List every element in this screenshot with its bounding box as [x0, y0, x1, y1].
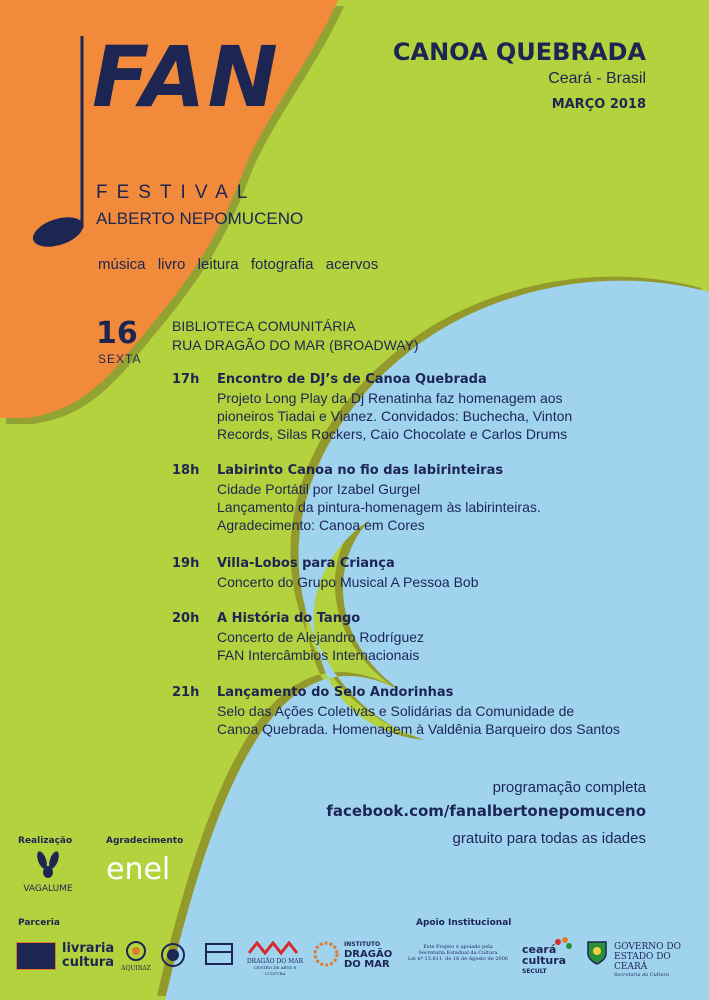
event-description-line: pioneiros Tiadai e Vianez. Convidados: Buchecha, Vinton: [217, 408, 573, 424]
event-time: 17h: [172, 372, 200, 387]
day-weekday: SEXTA: [98, 352, 142, 366]
frame-logo: [204, 942, 236, 972]
event-description-line: Agradecimento: Canoa em Cores: [217, 517, 425, 533]
venue: [172, 317, 419, 355]
secult-text: SECULT: [522, 968, 547, 975]
region: Ceará - Brasil: [548, 70, 646, 87]
venue-line-1: BIBLIOTECA COMUNITÁRIA: [172, 318, 356, 334]
event-description-line: Cidade Portátil por Izabel Gurgel: [217, 481, 421, 497]
parceria-label: Parceria: [18, 918, 60, 928]
seal-icon: [160, 942, 186, 968]
city-title: CANOA QUEBRADA: [392, 38, 646, 66]
event-title: Lançamento do Selo Andorinhas: [217, 685, 454, 700]
dragao-mar-subtext: CENTRO DE ARTE E CULTURA: [253, 965, 297, 976]
livraria-cultura-logo: [62, 942, 114, 970]
festival-label: FESTIVAL: [96, 182, 257, 203]
vagalume-text: VAGALUME: [23, 884, 73, 894]
event-time: 18h: [172, 463, 200, 478]
sun-icon: [312, 940, 340, 968]
event-title: Labirinto Canoa no fio das labirinteiras: [217, 463, 504, 478]
event-description-line: Records, Silas Rockers, Caio Chocolate e Carlos Drums: [217, 426, 568, 442]
venue-line-2: RUA DRAGÃO DO MAR (BROADWAY): [172, 337, 419, 353]
event-time: 21h: [172, 685, 200, 700]
domar-text: DO MAR: [344, 959, 390, 970]
apoio-line-1: Este Projeto é apoiado pela: [423, 944, 493, 950]
dragao-icon: [247, 941, 303, 955]
apoio-line-3: Lei nº 13.811, de 16 de Agosto de 2006: [407, 956, 509, 962]
event-description-line: Lançamento da pintura-homenagem às labirinteiras.: [217, 499, 541, 515]
firefly-icon: [18, 850, 78, 880]
secretaria-text: Secretaria da Cultura: [614, 972, 670, 978]
event-title: Villa-Lobos para Criança: [217, 556, 395, 571]
enel-logo: enel: [106, 852, 171, 887]
governo-text: GOVERNO DO: [614, 942, 681, 952]
aquiraz-text: AQUIRAZ: [121, 965, 151, 972]
cultura-label-text: cultura: [522, 954, 567, 967]
apoio-line-2: Secretaria Estadual da Cultura: [418, 950, 498, 956]
cultura-text: cultura: [62, 955, 115, 970]
partner-logo-art: [16, 942, 56, 970]
estado-text: ESTADO DO CEARÁ: [614, 952, 671, 972]
event-description-line: Concerto de Alejandro Rodríguez: [217, 629, 425, 645]
ceara-text: ceará: [522, 943, 557, 956]
agradecimento-label: Agradecimento: [106, 836, 184, 846]
seal-logo: [160, 942, 186, 972]
dragao-mar-text: DRAGÃO DO MAR: [246, 958, 304, 965]
event-time: 20h: [172, 611, 200, 626]
dragao-text: DRAGÃO: [344, 949, 393, 960]
day-number: 16: [96, 316, 138, 351]
aquiraz-logo: [118, 940, 154, 972]
livraria-text: livraria: [62, 941, 115, 956]
event-date: MARÇO 2018: [551, 97, 646, 112]
event-description-line: Selo das Ações Coletivas e Solidárias da Comunidade de: [217, 703, 575, 719]
free-admission-note: gratuito para todas as idades: [452, 830, 646, 847]
event-description-line: Projeto Long Play da Dj Renatinha faz homenagem aos: [217, 390, 563, 406]
event-title: Encontro de DJ’s de Canoa Quebrada: [217, 372, 487, 387]
dragao-do-mar-logo: [244, 940, 306, 977]
full-program-label: programação completa: [492, 779, 646, 796]
vagalume-logo: [18, 850, 78, 896]
logo-word: FAN: [92, 28, 280, 126]
apoio-label: Apoio Institucional: [416, 918, 512, 928]
tagline: música livro leitura fotografia acervos: [98, 256, 379, 273]
event-time: 19h: [172, 556, 200, 571]
event-title: A História do Tango: [217, 611, 361, 626]
aquiraz-emblem-icon: [125, 940, 147, 962]
instituto-text: INSTITUTO: [344, 941, 381, 948]
event-description-line: Canoa Quebrada. Homenagem à Valdênia Barqueiro dos Santos: [217, 721, 620, 737]
event-description-line: Concerto do Grupo Musical A Pessoa Bob: [217, 574, 479, 590]
event-description-line: FAN Intercâmbios Internacionais: [217, 647, 420, 663]
apoio-legal-text: [400, 944, 516, 962]
coat-of-arms-icon: [586, 940, 608, 966]
festival-name: ALBERTO NEPOMUCENO: [96, 209, 304, 228]
frame-icon: [204, 942, 236, 968]
facebook-link[interactable]: facebook.com/fanalbertonepomuceno: [326, 802, 646, 820]
realizacao-label: Realização: [18, 836, 73, 846]
